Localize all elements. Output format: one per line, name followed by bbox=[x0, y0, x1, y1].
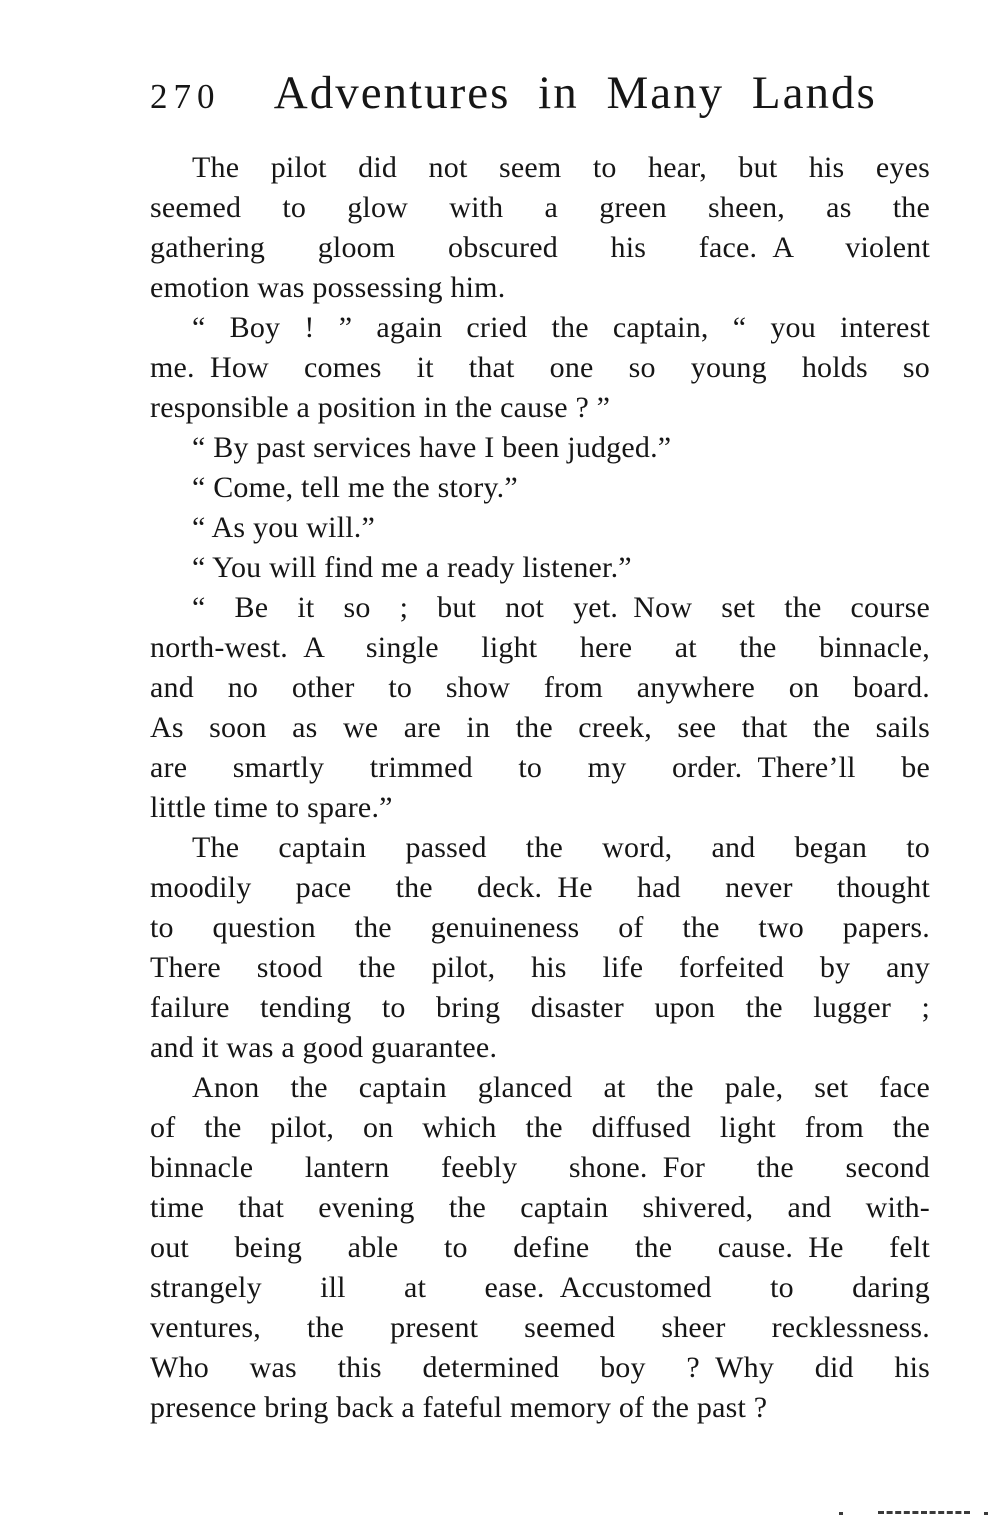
text-line: ventures, the present seemed sheer recklessness. bbox=[150, 1311, 930, 1344]
text-line: strangely ill at ease. Accustomed to daring bbox=[150, 1271, 930, 1304]
text-line: “ Boy ! ” again cried the captain, “ you interest bbox=[192, 311, 930, 344]
text-line: presence bring back a fateful memory of the past ? bbox=[150, 1391, 768, 1424]
scan-artifact-dashes bbox=[878, 1511, 970, 1514]
scan-artifact-dot bbox=[984, 1512, 988, 1515]
body-text bbox=[150, 148, 930, 1428]
text-line: and it was a good guarantee. bbox=[150, 1031, 498, 1064]
text-line: of the pilot, on which the diffused light from the bbox=[150, 1111, 930, 1144]
text-line: “ By past services have I been judged.” bbox=[192, 431, 672, 464]
text-line: out being able to define the cause. He felt bbox=[150, 1231, 930, 1264]
text-line: emotion was possessing him. bbox=[150, 271, 506, 304]
text-line: north-west. A single light here at the binnacle, bbox=[150, 631, 930, 664]
text-line: “ You will find me a ready listener.” bbox=[192, 551, 632, 584]
text-line: me. How comes it that one so young holds so bbox=[150, 351, 930, 384]
book-title: Adventures in Many Lands bbox=[273, 67, 877, 119]
text-line: and no other to show from anywhere on board. bbox=[150, 671, 930, 704]
text-line: There stood the pilot, his life forfeited by any bbox=[150, 951, 930, 984]
text-line: moodily pace the deck. He had never thought bbox=[150, 871, 930, 904]
text-line: Anon the captain glanced at the pale, set face bbox=[192, 1071, 930, 1104]
text-line: The captain passed the word, and began to bbox=[192, 831, 930, 864]
text-line: “ Come, tell me the story.” bbox=[192, 471, 518, 504]
scan-artifact-dot bbox=[839, 1512, 843, 1515]
text-line: failure tending to bring disaster upon the lugger ; bbox=[150, 991, 930, 1024]
text-line: to question the genuineness of the two papers. bbox=[150, 911, 930, 944]
text-line: time that evening the captain shivered, and with- bbox=[150, 1191, 930, 1224]
text-line: are smartly trimmed to my order. There’ll be bbox=[150, 751, 930, 784]
text-line: seemed to glow with a green sheen, as the bbox=[150, 191, 930, 224]
text-line: little time to spare.” bbox=[150, 791, 393, 824]
page-number: 270 bbox=[150, 77, 221, 116]
text-column bbox=[150, 66, 930, 1428]
text-line: gathering gloom obscured his face. A violent bbox=[150, 231, 930, 264]
text-line: “ Be it so ; but not yet. Now set the course bbox=[192, 591, 930, 624]
text-line: As soon as we are in the creek, see that the sails bbox=[150, 711, 930, 744]
text-line: “ As you will.” bbox=[192, 511, 375, 544]
text-line: The pilot did not seem to hear, but his eyes bbox=[192, 151, 930, 184]
running-header bbox=[150, 66, 930, 124]
text-line: responsible a position in the cause ? ” bbox=[150, 391, 611, 424]
text-line: Who was this determined boy ? Why did his bbox=[150, 1351, 930, 1384]
text-line: binnacle lantern feebly shone. For the second bbox=[150, 1151, 930, 1184]
